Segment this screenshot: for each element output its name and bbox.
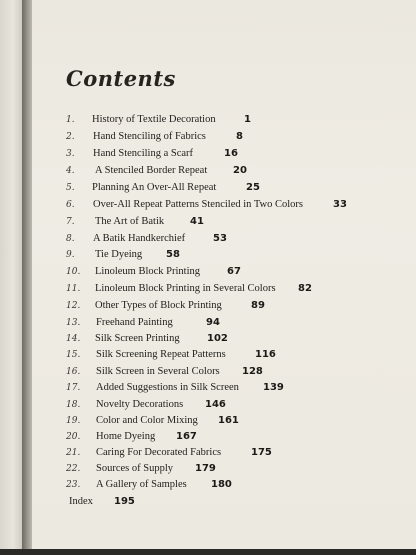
chapter-number: 6. xyxy=(66,200,75,210)
page-number: 20 xyxy=(233,165,247,176)
chapter-number: 9. xyxy=(66,250,75,260)
chapter-number: 22. xyxy=(66,464,81,474)
chapter-number: 17. xyxy=(66,383,81,393)
chapter-number: 11. xyxy=(66,284,81,294)
page-number: 82 xyxy=(298,283,312,294)
chapter-number: 19. xyxy=(66,416,81,426)
chapter-number: 3. xyxy=(66,149,75,159)
chapter-title: Planning An Over-All Repeat xyxy=(92,182,217,193)
toc-entry xyxy=(0,461,416,477)
toc-entry xyxy=(0,380,416,396)
chapter-title: A Stenciled Border Repeat xyxy=(95,165,208,176)
chapter-number: 2. xyxy=(66,132,75,142)
page-title: Contents xyxy=(66,66,176,91)
page-number: 179 xyxy=(195,463,216,474)
page-number: 175 xyxy=(251,447,272,458)
chapter-title: A Batik Handkerchief xyxy=(93,233,186,244)
chapter-number: 15. xyxy=(66,350,81,360)
chapter-number: 1. xyxy=(66,115,75,125)
chapter-number: 23. xyxy=(66,480,81,490)
page-number: 94 xyxy=(206,317,220,328)
table-surface xyxy=(0,549,416,555)
page-number: 146 xyxy=(205,399,226,410)
toc-entry xyxy=(0,429,416,445)
chapter-title: Silk Screening Repeat Patterns xyxy=(96,349,226,360)
chapter-title: Linoleum Block Printing in Several Colors xyxy=(95,283,276,294)
page-number: 67 xyxy=(227,266,241,277)
toc-entry xyxy=(0,197,416,213)
chapter-title: A Gallery of Samples xyxy=(96,479,187,490)
page-number: 180 xyxy=(211,479,232,490)
toc-entry xyxy=(0,413,416,429)
page-number: 58 xyxy=(166,249,180,260)
toc-entry xyxy=(0,146,416,162)
chapter-number: 18. xyxy=(66,400,81,410)
toc-entry xyxy=(0,264,416,280)
page-number: 116 xyxy=(255,349,276,360)
chapter-number: 13. xyxy=(66,318,81,328)
chapter-title: Tie Dyeing xyxy=(95,249,143,260)
chapter-title: The Art of Batik xyxy=(95,216,165,227)
chapter-title: Over-All Repeat Patterns Stenciled in Two Colors xyxy=(93,199,303,210)
page-number: 25 xyxy=(246,182,260,193)
chapter-number: 21. xyxy=(66,448,81,458)
chapter-number: 14. xyxy=(66,334,81,344)
chapter-title: Hand Stenciling a Scarf xyxy=(93,148,194,159)
page-number: 139 xyxy=(263,382,284,393)
chapter-title: Color and Color Mixing xyxy=(96,415,198,426)
chapter-title: Index xyxy=(69,496,93,507)
page-number: 1 xyxy=(244,114,251,125)
chapter-title: Novelty Decorations xyxy=(96,399,184,410)
chapter-number: 20. xyxy=(66,432,81,442)
chapter-title: Linoleum Block Printing xyxy=(95,266,200,277)
toc-entry xyxy=(0,364,416,380)
toc-entry xyxy=(0,129,416,145)
toc-entry xyxy=(0,315,416,331)
chapter-title: History of Textile Decoration xyxy=(92,114,216,125)
page-number: 8 xyxy=(236,131,243,142)
chapter-number: 4. xyxy=(66,166,75,176)
chapter-title: Sources of Supply xyxy=(96,463,173,474)
chapter-title: Caring For Decorated Fabrics xyxy=(96,447,222,458)
toc-entry xyxy=(0,477,416,493)
toc-entry xyxy=(0,180,416,196)
chapter-title: Freehand Painting xyxy=(96,317,173,328)
chapter-title: Silk Screen Printing xyxy=(95,333,180,344)
toc-entry xyxy=(0,231,416,247)
chapter-number: 16. xyxy=(66,367,81,377)
toc-entry xyxy=(0,494,416,510)
chapter-number: 8. xyxy=(66,234,75,244)
page-number: 89 xyxy=(251,300,265,311)
toc-entry xyxy=(0,281,416,297)
toc-entry xyxy=(0,247,416,263)
page-number: 167 xyxy=(176,431,197,442)
chapter-title: Hand Stenciling of Fabrics xyxy=(93,131,206,142)
page-number: 128 xyxy=(242,366,263,377)
toc-entry xyxy=(0,331,416,347)
chapter-title: Silk Screen in Several Colors xyxy=(96,366,220,377)
chapter-title: Added Suggestions in Silk Screen xyxy=(96,382,239,393)
toc-entry xyxy=(0,112,416,128)
page-number: 33 xyxy=(333,199,347,210)
page-number: 161 xyxy=(218,415,239,426)
chapter-title: Other Types of Block Printing xyxy=(95,300,222,311)
page-number: 53 xyxy=(213,233,227,244)
toc-entry xyxy=(0,163,416,179)
toc-entry xyxy=(0,397,416,413)
chapter-number: 5. xyxy=(66,183,75,193)
chapter-number: 10. xyxy=(66,267,81,277)
page-number: 102 xyxy=(207,333,228,344)
chapter-number: 12. xyxy=(66,301,81,311)
page-number: 16 xyxy=(224,148,238,159)
toc-entry xyxy=(0,214,416,230)
page-number: 195 xyxy=(114,496,135,507)
page-number: 41 xyxy=(190,216,204,227)
toc-entry xyxy=(0,298,416,314)
chapter-title: Home Dyeing xyxy=(96,431,156,442)
chapter-number: 7. xyxy=(66,217,75,227)
toc-entry xyxy=(0,347,416,363)
toc-entry xyxy=(0,445,416,461)
